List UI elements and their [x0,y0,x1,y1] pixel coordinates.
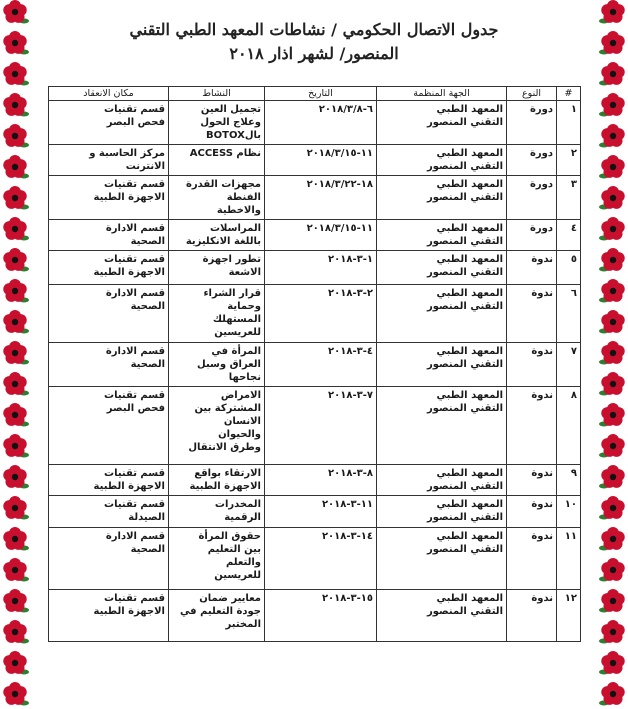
table-row [49,101,581,145]
cell-type [507,590,557,642]
cell-date [265,285,377,343]
flower-icon [3,558,29,582]
cell-activity [169,101,265,145]
cell-org [377,251,507,285]
cell-date [265,145,377,176]
cell-num [557,220,581,251]
cell-place [49,285,169,343]
cell-org [377,220,507,251]
cell-org-text: المعهد الطبي التقني المنصور [427,288,503,312]
cell-org-text: المعهد الطبي التقني المنصور [427,223,503,247]
header-place: مكان الانعقاد [49,87,169,101]
cell-place-text: قسم الادارة الصحية [105,223,165,247]
cell-num-text: ١١ [564,531,577,542]
cell-activity [169,465,265,496]
flower-icon [3,217,29,241]
cell-place-text: مركز الحاسبة و الانترنت [89,148,165,172]
cell-place-text: قسم الادارة الصحية [105,288,165,312]
cell-date-text: ١١-٢٠١٨/٣/١٥ [306,223,373,234]
flower-icon [3,527,29,551]
cell-type [507,145,557,176]
flower-border-svg [598,0,628,709]
cell-activity-text: المخدرات الرقمية [214,499,261,523]
cell-num-text: ٣ [570,179,577,190]
cell-activity-text: نظام ACCESS [189,148,261,159]
flower-icon [3,372,29,396]
flower-icon [3,248,29,272]
cell-org [377,387,507,465]
cell-activity [169,590,265,642]
cell-type-text: دورة [529,179,553,190]
cell-activity [169,496,265,528]
flower-icon [3,341,29,365]
flower-icon [3,465,29,489]
cell-date [265,343,377,387]
cell-type-text: دورة [529,223,553,234]
flower-icon [3,682,29,706]
cell-place-text: قسم تقنيات الصيدلة [104,499,165,523]
cell-place-text: قسم تقنيات فحص البصر [104,390,165,414]
flower-icon [3,155,29,179]
cell-place-text: قسم تقنيات فحص البصر [104,104,165,128]
cell-type-text: ندوة [531,499,553,510]
cell-place [49,220,169,251]
flower-border-right [598,0,628,709]
cell-type [507,220,557,251]
cell-type-text: ندوة [531,254,553,265]
flower-icon [3,62,29,86]
cell-date-text: ١٤-٣-٢٠١٨ [321,531,373,542]
cell-activity-text: تطور اجهزة الاشعة [202,254,261,278]
cell-org-text: المعهد الطبي التقني المنصور [427,254,503,278]
table-row [49,251,581,285]
flower-icon [3,124,29,148]
cell-num [557,387,581,465]
table-row [49,496,581,528]
cell-type-text: دورة [529,104,553,115]
cell-date [265,496,377,528]
flower-icon [599,279,625,303]
flower-icon [599,372,625,396]
cell-place-text: قسم تقنيات الاجهزة الطبية [93,468,165,492]
cell-activity [169,251,265,285]
cell-org-text: المعهد الطبي التقني المنصور [427,346,503,370]
header-date: التاريخ [265,87,377,101]
flower-icon [3,186,29,210]
cell-num-text: ٧ [570,346,577,357]
cell-activity [169,220,265,251]
flower-icon [599,124,625,148]
header-type: النوع [507,87,557,101]
cell-place-text: قسم تقنيات الاجهزة الطبية [93,593,165,617]
cell-activity [169,343,265,387]
schedule-table [48,86,581,642]
cell-place-text: قسم تقنيات الاجهزة الطبية [93,254,165,278]
cell-type [507,387,557,465]
cell-num-text: ٨ [570,390,577,401]
cell-type-text: ندوة [531,390,553,401]
cell-num [557,496,581,528]
cell-org-text: المعهد الطبي التقني المنصور [427,593,503,617]
cell-org-text: المعهد الطبي التقني المنصور [427,104,503,128]
flower-icon [599,620,625,644]
header-org: الجهة المنظمة [377,87,507,101]
flower-icon [599,682,625,706]
cell-date-text: ٦-٢٠١٨/٣/٨ [318,104,373,115]
cell-date-text: ١٨-٢٠١٨/٣/٢٢ [306,179,373,190]
flower-icon [3,403,29,427]
table-row [49,145,581,176]
flower-icon [3,93,29,117]
cell-type [507,251,557,285]
cell-org-text: المعهد الطبي التقني المنصور [427,179,503,203]
cell-activity-text: المراسلات باللغة الانكليزية [185,223,261,247]
cell-date-text: ١-٣-٢٠١٨ [328,254,373,265]
cell-org [377,145,507,176]
cell-num [557,528,581,590]
flower-border-svg [0,0,30,709]
cell-num [557,465,581,496]
flower-icon [599,651,625,675]
flower-icon [3,589,29,613]
cell-activity-text: تجميل العين وعلاج الحول بالBOTOX [200,104,261,141]
cell-type [507,343,557,387]
cell-num-text: ٩ [570,468,577,479]
cell-org [377,176,507,220]
table-header-row [49,87,581,101]
cell-place-text: قسم تقنيات الاجهزة الطبية [93,179,165,203]
cell-type-text: ندوة [531,346,553,357]
flower-icon [3,434,29,458]
cell-type-text: ندوة [531,593,553,604]
flower-icon [599,465,625,489]
flower-icon [599,62,625,86]
cell-place [49,101,169,145]
flower-icon [599,155,625,179]
cell-org-text: المعهد الطبي التقني المنصور [427,468,503,492]
flower-icon [599,434,625,458]
flower-icon [599,310,625,334]
cell-place-text: قسم الادارة الصحية [105,531,165,555]
cell-type-text: ندوة [531,468,553,479]
cell-type-text: ندوة [531,288,553,299]
cell-num-text: ٢ [570,148,577,159]
cell-num [557,101,581,145]
cell-place [49,251,169,285]
flower-icon [599,31,625,55]
cell-org-text: المعهد الطبي التقني المنصور [427,499,503,523]
cell-activity-text: الامراض المشتركة بين الانسان والحيوان وطرق الانتقال [188,390,261,453]
cell-activity-text: قرار الشراء وحماية المستهلك للعريسين [203,288,261,338]
flower-icon [3,31,29,55]
cell-org [377,465,507,496]
page-title [60,18,568,66]
cell-activity-text: حقوق المرأة بين التعليم والتعلم للعريسين [198,531,261,581]
table-row [49,285,581,343]
cell-num-text: ٦ [570,288,577,299]
header-activity: النشاط [169,87,265,101]
flower-icon [599,341,625,365]
cell-activity [169,387,265,465]
cell-num-text: ١٠ [564,499,577,510]
cell-type [507,465,557,496]
cell-activity [169,176,265,220]
cell-place-text: قسم الادارة الصحية [105,346,165,370]
cell-place [49,145,169,176]
cell-num-text: ٤ [570,223,577,234]
cell-num [557,590,581,642]
flower-icon [599,93,625,117]
table-row [49,465,581,496]
cell-activity [169,285,265,343]
cell-type-text: دورة [529,148,553,159]
cell-activity-text: الارتقاء بواقع الاجهزة الطبية [189,468,261,492]
flower-icon [3,651,29,675]
table-row [49,590,581,642]
table-row [49,528,581,590]
cell-num-text: ٥ [570,254,577,265]
table-row [49,343,581,387]
title-line-2: المنصور/ لشهر اذار ٢٠١٨ [229,44,399,63]
flower-icon [3,496,29,520]
flower-icon [599,403,625,427]
cell-activity-text: معايير ضمان جودة التعليم في المختبر [179,593,261,630]
table-row [49,176,581,220]
flower-icon [599,496,625,520]
cell-org-text: المعهد الطبي التقني المنصور [427,531,503,555]
cell-date-text: ٨-٣-٢٠١٨ [328,468,373,479]
cell-place [49,465,169,496]
flower-icon [599,589,625,613]
table-row [49,387,581,465]
cell-org-text: المعهد الطبي التقني المنصور [427,390,503,414]
cell-activity [169,528,265,590]
header-num: # [557,87,581,101]
cell-date [265,465,377,496]
cell-num-text: ١ [570,104,577,115]
cell-date [265,176,377,220]
cell-num [557,145,581,176]
cell-type [507,101,557,145]
cell-date-text: ٤-٣-٢٠١٨ [328,346,373,357]
cell-org [377,496,507,528]
title-line-1: جدول الاتصال الحكومي / نشاطات المعهد الطبي التقني [129,20,499,39]
cell-num [557,285,581,343]
cell-date [265,101,377,145]
table-row [49,220,581,251]
cell-activity-text: المرأة في العراق وسبل نجاحها [197,346,261,383]
cell-org [377,285,507,343]
cell-place [49,496,169,528]
cell-place [49,343,169,387]
flower-icon [3,0,29,24]
cell-num [557,343,581,387]
cell-date [265,251,377,285]
flower-border-left [0,0,30,709]
flower-icon [599,558,625,582]
flower-icon [599,248,625,272]
cell-org [377,343,507,387]
cell-num-text: ١٢ [564,593,577,604]
cell-type-text: ندوة [531,531,553,542]
flower-icon [599,0,625,24]
cell-date [265,220,377,251]
cell-date-text: ٢-٣-٢٠١٨ [328,288,373,299]
flower-icon [3,279,29,303]
cell-type [507,528,557,590]
cell-date-text: ١١-٢٠١٨/٣/١٥ [306,148,373,159]
cell-date-text: ١٥-٣-٢٠١٨ [321,593,373,604]
cell-org-text: المعهد الطبي التقني المنصور [427,148,503,172]
cell-place [49,590,169,642]
cell-org [377,101,507,145]
cell-date-text: ١١-٣-٢٠١٨ [321,499,373,510]
cell-activity-text: مجهزات القدرة الفنطة والاخطية [186,179,261,216]
cell-num [557,251,581,285]
flower-icon [3,620,29,644]
cell-activity [169,145,265,176]
flower-icon [599,527,625,551]
flower-icon [3,310,29,334]
cell-place [49,176,169,220]
flower-icon [599,186,625,210]
cell-type [507,285,557,343]
cell-date [265,387,377,465]
cell-type [507,176,557,220]
cell-type [507,496,557,528]
cell-date-text: ٧-٣-٢٠١٨ [328,390,373,401]
cell-place [49,387,169,465]
flower-icon [599,217,625,241]
cell-date [265,590,377,642]
cell-num [557,176,581,220]
cell-org [377,590,507,642]
cell-place [49,528,169,590]
cell-date [265,528,377,590]
cell-org [377,528,507,590]
